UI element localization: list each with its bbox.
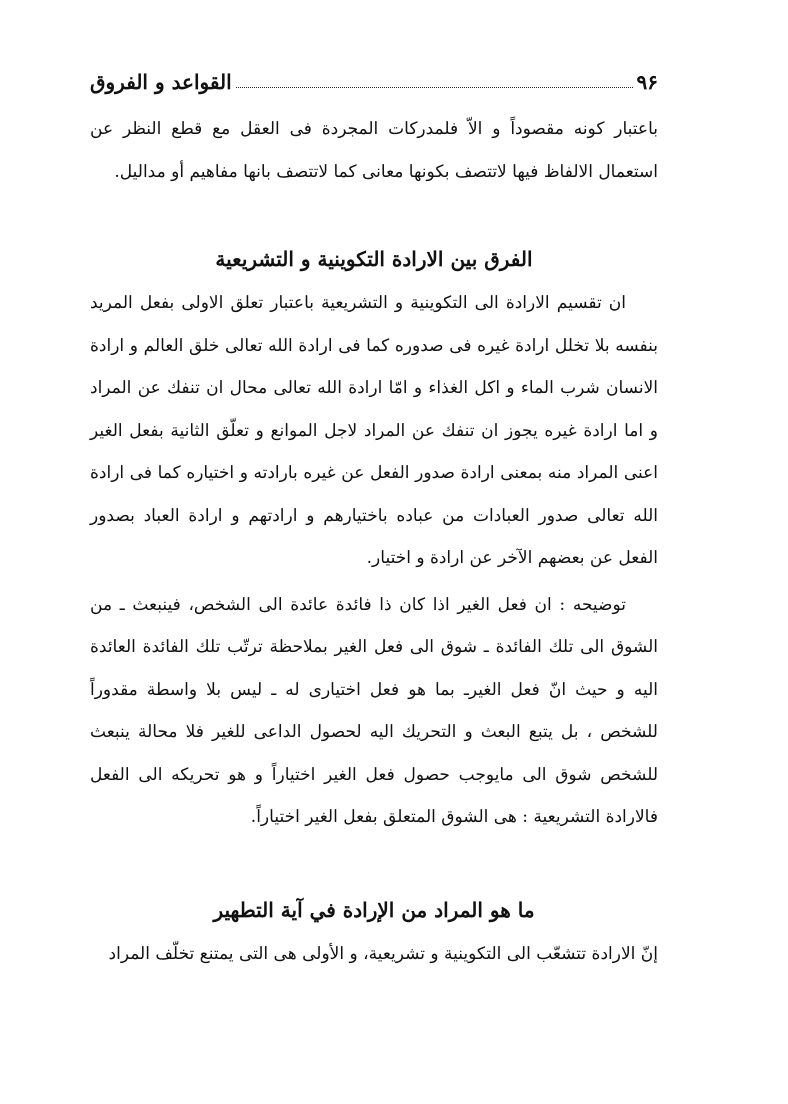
running-header — [90, 58, 658, 94]
paragraph-will-branches: إنّ الارادة تتشعّب الى التكوينية و تشريعية، و الأولى هى التى يمتنع تخلّف المراد — [108, 943, 658, 964]
section-heading-purification-verse: ما هو المراد من الإرادة في آية التطهير — [213, 897, 535, 922]
intro-paragraph: باعتبار كونه مقصوداً و الاّ فلمدركات المجردة فى العقل مع قطع النظر عن استعمال الالفاظ فيها لاتتصف بكونها معانى كما لاتتصف بانها مفاهيم أو مداليل. — [90, 119, 658, 182]
book-title: القواعد و الفروق — [90, 70, 232, 94]
page-number: ٩۶ — [636, 70, 658, 94]
page-body — [90, 108, 658, 975]
header-dotted-leader — [236, 86, 633, 88]
section-heading-will-types: الفرق بين الارادة التكوينية و التشريعية — [215, 247, 533, 271]
paragraph-explanation: توضيحه : ان فعل الغير اذا كان ذا فائدة عائدة الى الشخص، فينبعث ـ من الشوق الى تلك الفائدة ـ شوق الى فعل الغير بملاحظة ترتّب تلك الفائدة العائدة اليه و حيث انّ فعل الغيرـ بما هو فعل اختيارى له ـ ليس بلا واسطة مقدوراً للشخص ، بل يتبع البعث و التحريك اليه لحصول الداعى للغير فلا محالة ينبعث للشخص شوق الى مايوجب حصول فعل الغير اختياراً و هو تحريكه الى الفعل فالارادة التشريعية : هى الشوق المتعلق بفعل الغير اختياراً. — [90, 594, 658, 827]
paragraph-will-division: ان تقسيم الارادة الى التكوينية و التشريعية باعتبار تعلق الاولى بفعل المريد بنفسه بلا تخلل ارادة غيره فى صدوره كما فى ارادة الله تعالى خلق العالم و ارادة الانسان شرب الماء و اكل الغذاء و امّا ارادة الله تعالى محال ان تنفك عن المراد و اما ارادة غيره يجوز ان تنفك عن المراد لاجل الموانع و تعلّق الثانية بفعل الغير اعنى المراد منه بمعنى ارادة صدور الفعل عن غيره بارادته و اختياره كما فى ارادة الله تعالى صدور العبادات من عباده باختيارهم و ارادتهم و ارادة العباد بصدور الفعل عن بعضهم الآخر عن ارادة و اختيار. — [90, 293, 658, 568]
